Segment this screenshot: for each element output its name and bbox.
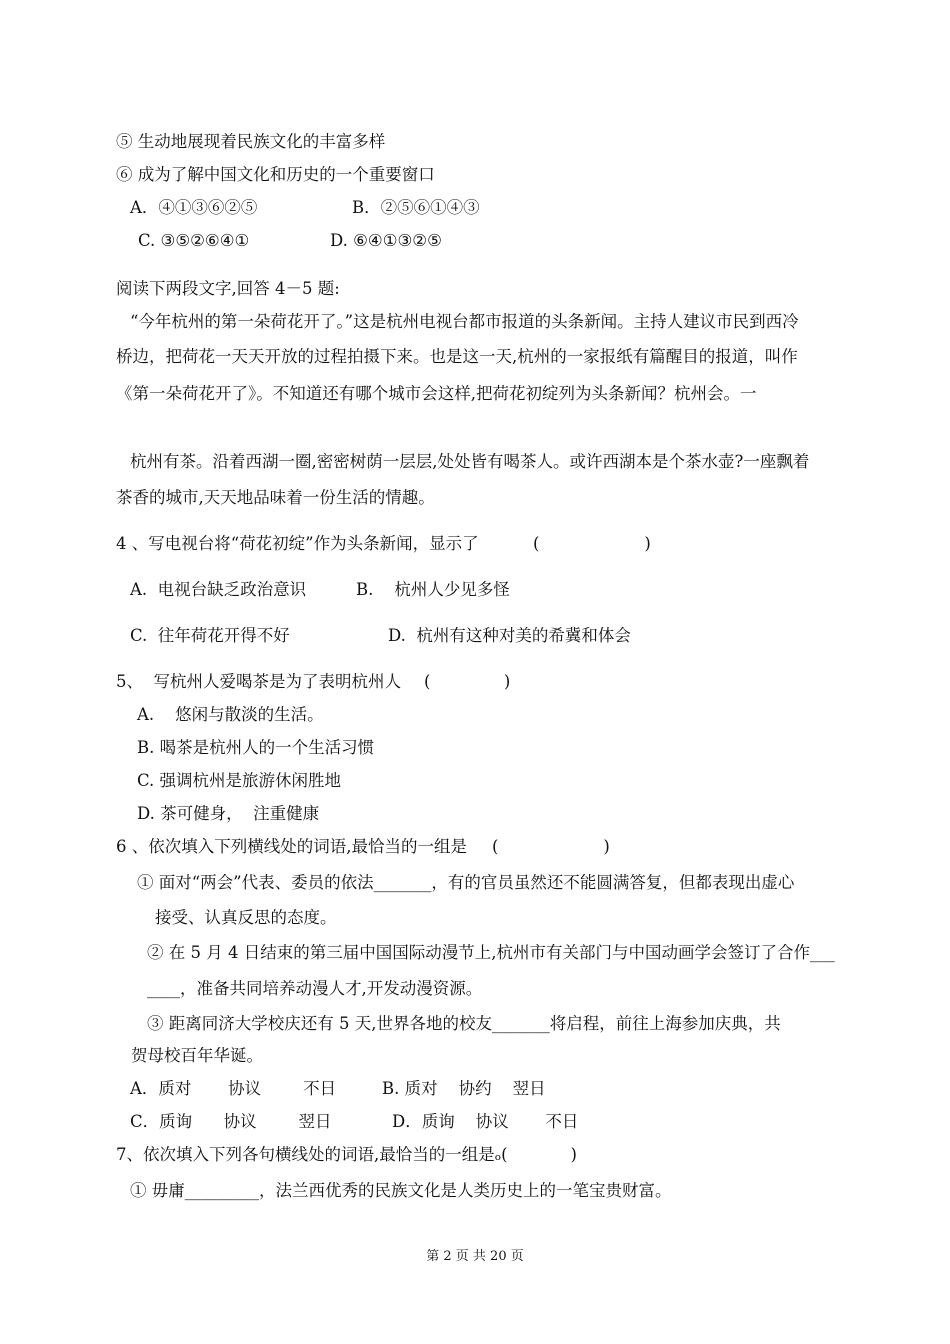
q7-stem-mark: ₒ [494,1145,502,1164]
q7-stem-text: 7、依次填入下列各句横线处的词语,最恰当的一组是 [116,1145,495,1164]
q4-stem: 4 、写电视台将“荷花初绽”作为头条新闻，显示了 [116,534,479,553]
reading-p1-line3: 《第一朵荷花开了》。不知道还有哪个城市会这样,把荷花初绽列为头条新闻？杭州会。一 [116,384,757,403]
q7-answer-blank: ( ) [501,1145,577,1164]
reading-p2-line2: 茶香的城市,天天地品味着一份生活的情趣。 [116,488,435,507]
q6-sentence3-line1: ③ 距离同济大学校庆还有 5 天,世界各地的校友_______将启程，前往上海参加庆典，共 [147,1014,781,1033]
choice-q3-c: C. ③⑤②⑥④① [138,231,250,250]
q4-answer-blank: ( ) [533,534,651,553]
q5-choice-a: A. 悠闲与散淡的生活。 [137,705,324,724]
choice-q3-b: B．②⑤⑥①④③ [352,198,480,217]
q4-choice-a: A. 电视台缺乏政治意识 [130,580,307,599]
q5-choice-c: C. 强调杭州是旅游休闲胜地 [137,771,342,790]
reading-p1-line1: “今年杭州的第一朵荷花开了。”这是杭州电视台都市报道的头条新闻。主持人建议市民到西冷 [130,312,799,331]
q5-choice-b: B. 喝茶是杭州人的一个生活习惯 [137,738,375,757]
q4-choice-b: B. 杭州人少见多怪 [356,580,510,599]
q5-answer-blank: ( ) [424,672,511,691]
q6-sentence1-line2: 接受、认真反思的态度。 [155,908,337,927]
q6-answer-blank: ( ) [492,837,610,856]
option-item-6: ⑥ 成为了解中国文化和历史的一个重要窗口 [116,165,435,184]
q4-choice-d: D. 杭州有这种对美的希冀和体会 [388,626,631,645]
page-number: 第 2 页 共 20 页 [426,1249,524,1264]
q6-sentence3-line2: 贺母校百年华诞。 [131,1046,263,1065]
q6-sentence2-line1: ② 在 5 月 4 日结束的第三届中国国际动漫节上,杭州市有关部门与中国动画学会签订了合作___ [147,943,835,962]
q6-choice-a: A．质对 协议 不日 [130,1079,337,1098]
option-item-5: ⑤ 生动地展现着民族文化的丰富多样 [116,132,386,151]
q6-choice-b: B. 质对 协约 翌日 [382,1079,546,1098]
choice-q3-a: A．④①③⑥②⑤ [130,198,258,217]
q5-stem: 5、 写杭州人爱喝茶是为了表明杭州人 [116,672,401,691]
q7-sentence1: ① 毋庸_________，法兰西优秀的民族文化是人类历史上的一笔宝贵财富。 [130,1181,672,1200]
q4-choice-c: C. 往年荷花开得不好 [130,626,290,645]
q6-choice-c: C．质询 协议 翌日 [130,1112,332,1131]
q6-sentence1-line1: ① 面对“两会”代表、委员的依法_______，有的官员虽然还不能圆满答复，但都表现出虚心 [137,873,795,892]
reading-p2-line1: 杭州有茶。沿着西湖一圈,密密树荫一层层,处处皆有喝茶人。或许西湖本是个茶水壶?一座飘着 [130,452,810,471]
choice-q3-d: D. ⑥④①③②⑤ [330,231,442,250]
reading-p1-line2: 桥边，把荷花一天天开放的过程拍摄下来。也是这一天,杭州的一家报纸有篇醒目的报道，叫作 [116,347,798,366]
q6-choice-d: D．质询 协议 不日 [392,1112,579,1131]
reading-intro: 阅读下两段文字,回答 4－5 题: [116,279,340,298]
q6-sentence2-line2: ____，准备共同培养动漫人才,开发动漫资源。 [147,979,483,998]
q5-choice-d: D. 茶可健身， 注重健康 [137,804,320,823]
q6-stem: 6 、依次填入下列横线处的词语,最恰当的一组是 [116,837,467,856]
q7-stem [116,1144,577,1166]
